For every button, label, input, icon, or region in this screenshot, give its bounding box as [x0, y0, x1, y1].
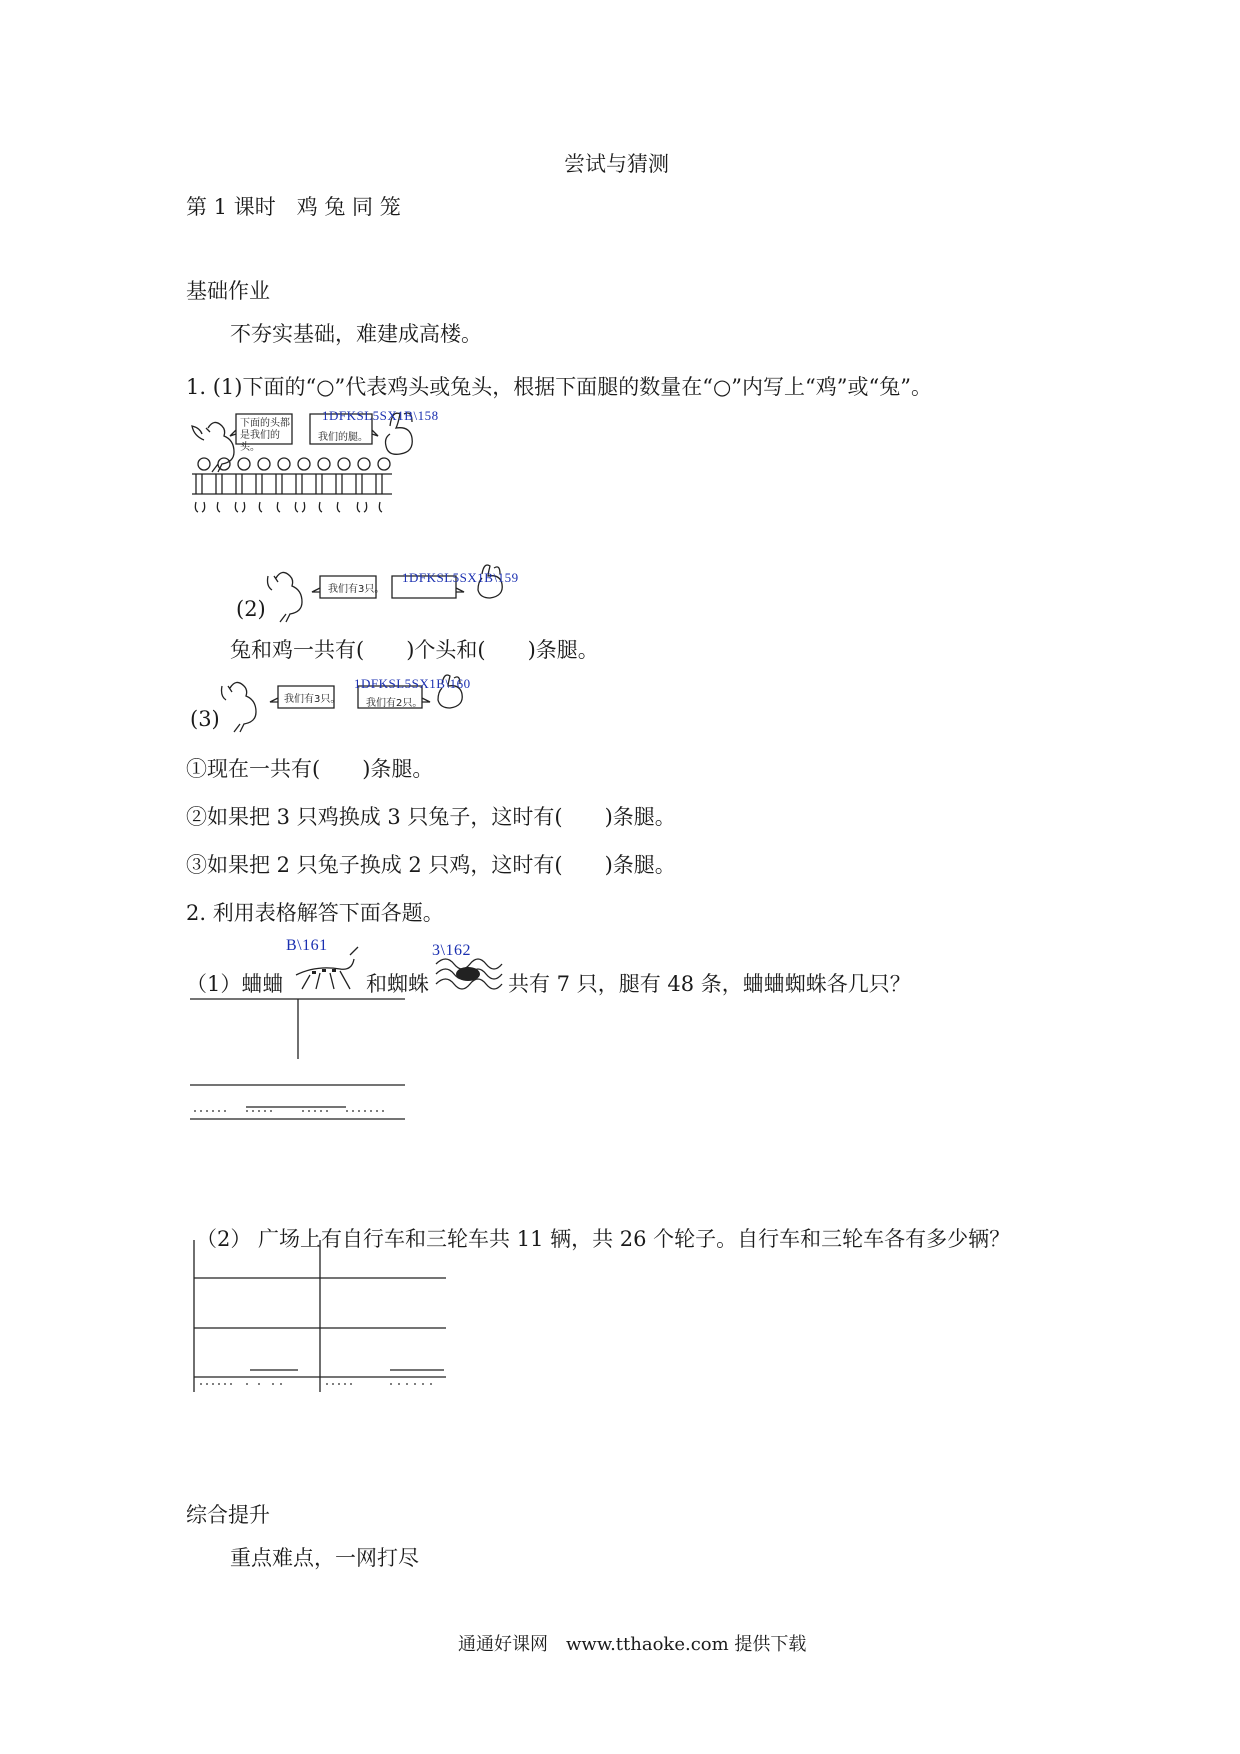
scan-stamp: B\161 — [286, 937, 328, 954]
q2-part1-b: 和蜘蛛 — [366, 972, 429, 996]
q1-item-2: ②如果把 3 只鸡换成 3 只兔子，这时有( )条腿。 — [186, 805, 676, 829]
bubble-left-text: 我们有3只。 — [328, 584, 385, 595]
section-heading-basic: 基础作业 — [186, 279, 270, 303]
bubble-left-text: 下面的头都是我们的头。 — [240, 418, 290, 453]
q2-table-2 — [190, 1240, 450, 1390]
q1-item-3: ③如果把 2 只兔子换成 2 只鸡，这时有( )条腿。 — [186, 853, 676, 877]
bubble-right-text: 我们有2只。 — [366, 698, 423, 709]
section-motto-basic: 不夯实基础，难建成高楼。 — [230, 322, 482, 346]
q1-part3-label: (3) — [190, 707, 220, 731]
section-heading-advanced: 综合提升 — [186, 1503, 270, 1527]
bubble-right-text: 我们的腿。 — [318, 432, 368, 443]
spider-figure — [432, 942, 506, 996]
q1-figure-part2 — [268, 562, 538, 622]
scan-stamp: 1DFKSL5SX1B\160 — [354, 676, 471, 691]
scan-stamp: 1DFKSL5SX1B\158 — [322, 408, 439, 423]
q1-part1-text: 1. (1)下面的“○”代表鸡头或兔头，根据下面腿的数量在“○”内写上“鸡”或“兔”。 — [186, 375, 932, 399]
q2-part2-text: （2） 广场上有自行车和三轮车共 11 辆，共 26 个轮子。自行车和三轮车各有多少辆？ — [196, 1227, 1011, 1251]
q2-table-1 — [190, 995, 410, 1125]
page-footer: 通通好课网 www.tthaoke.com 提供下载 — [458, 1634, 807, 1655]
lesson-heading: 第 1 课时 鸡 兔 同 笼 — [186, 195, 401, 219]
bubble-left-text: 我们有3只。 — [284, 694, 341, 705]
q2-part1-c: 共有 7 只，腿有 48 条，蛐蛐蜘蛛各几只？ — [508, 972, 911, 996]
q1-part2-text: 兔和鸡一共有( )个头和( )条腿。 — [230, 638, 599, 662]
page-title: 尝试与猜测 — [564, 152, 669, 176]
scan-stamp: 3\162 — [432, 942, 471, 959]
q1-item-1: ①现在一共有( )条腿。 — [186, 757, 434, 781]
q1-figure-heads-legs — [190, 410, 450, 520]
q2-part1-a: （1）蛐蛐 — [186, 972, 284, 996]
q2-intro: 2. 利用表格解答下面各题。 — [186, 901, 444, 925]
cricket-figure — [286, 937, 362, 995]
q1-figure-part3 — [222, 672, 492, 732]
q1-part2-label: (2) — [236, 597, 266, 621]
rooster-icon — [190, 410, 450, 520]
scan-stamp: 1DFKSL5SX1B\159 — [402, 570, 519, 585]
section-motto-advanced: 重点难点，一网打尽 — [230, 1546, 419, 1570]
